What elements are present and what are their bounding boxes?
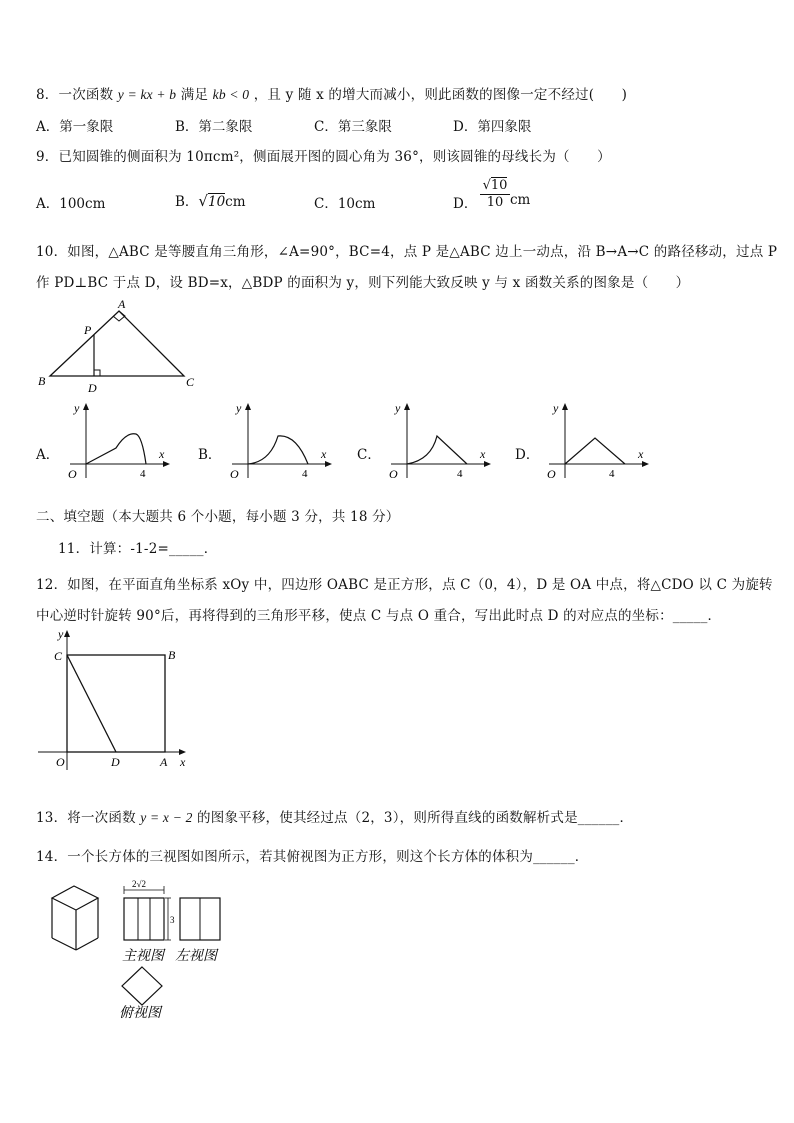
svg-text:y: y [236, 401, 242, 415]
q8-option-c[interactable]: C．第三象限 [314, 119, 392, 135]
svg-text:4: 4 [140, 468, 146, 480]
q9-option-d-unit: cm [510, 192, 531, 208]
q10-triangle-figure [34, 296, 204, 396]
svg-text:y: y [74, 401, 80, 415]
curve-c [407, 436, 467, 464]
svg-text:x: x [159, 447, 165, 461]
q9-option-b-unit: cm [225, 194, 246, 210]
q13-text-post: 的图象平移，使其经过点（2，3），则所得直线的函数解析式是______． [197, 810, 634, 826]
q14-three-views-figure [46, 876, 236, 1024]
segment-cd [67, 655, 116, 752]
label-p: P [84, 323, 92, 337]
svg-text:4: 4 [609, 468, 615, 480]
curve-a [86, 434, 146, 464]
question-10-line1: 10．如图，△ABC 是等腰直角三角形，∠A=90°，BC=4，点 P 是△ABC 边上一动点，沿 B→A→C 的路径移动，过点 P [36, 244, 778, 260]
q10-option-b[interactable]: B． [198, 447, 222, 463]
svg-text:B: B [168, 648, 176, 662]
top-view-label: 俯视图 [119, 1006, 161, 1021]
top-view [122, 967, 162, 1005]
q10-graph-d[interactable] [539, 400, 659, 488]
q9-d-numerator: 10 [490, 178, 508, 193]
label-d: D [88, 381, 97, 395]
q13-text-pre: 13．将一次函数 [36, 810, 136, 826]
q10-graph-c[interactable] [381, 400, 501, 488]
square-oabc [67, 655, 165, 752]
svg-text:O: O [230, 467, 239, 481]
question-8 [36, 83, 627, 103]
left-view-label: 左视图 [175, 949, 217, 964]
svg-text:x: x [480, 447, 486, 461]
triangle-abc [50, 311, 184, 376]
sqrt-sign-icon: √ [482, 178, 491, 193]
svg-text:O: O [68, 467, 77, 481]
right-angle-mark-d [94, 370, 100, 376]
q9-option-b[interactable] [175, 190, 246, 210]
q13-formula: y = x − 2 [140, 810, 193, 825]
section-title-fill-in: 二、填空题（本大题共 6 个小题，每小题 3 分，共 18 分） [36, 509, 400, 525]
label-a: A [118, 297, 126, 311]
q10-graph-b[interactable] [222, 400, 342, 488]
q10-graph-a[interactable] [60, 400, 180, 488]
q12-coordinate-figure [30, 624, 200, 774]
dimension-top: 2√2 [132, 879, 146, 889]
svg-text:4: 4 [302, 468, 308, 480]
svg-text:A: A [160, 755, 168, 769]
q8-option-a[interactable]: A．第一象限 [36, 119, 114, 135]
svg-text:y: y [395, 401, 401, 415]
svg-text:O: O [56, 755, 65, 769]
q8-option-b[interactable]: B．第二象限 [175, 119, 253, 135]
front-view-label: 主视图 [122, 949, 164, 964]
question-14: 14．一个长方体的三视图如图所示，若其俯视图为正方形，则这个长方体的体积为______． [36, 849, 589, 865]
q9-option-d[interactable] [453, 192, 477, 212]
q9-option-a[interactable]: A．100cm [36, 196, 106, 212]
q10-option-d[interactable]: D． [515, 447, 540, 463]
curve-d [565, 438, 625, 464]
q9-d-denominator: 10 [486, 195, 504, 210]
q8-text-pre: 8．一次函数 [36, 87, 114, 103]
question-11: 11．计算：-1-2=_____． [58, 541, 218, 557]
front-view [124, 898, 164, 940]
curve-b [248, 436, 308, 464]
q8-text-mid: 满足 [180, 87, 209, 103]
q8-text-post: ，且 y 随 x 的增大而减小，则此函数的图像一定不经过( ) [253, 87, 628, 103]
svg-text:x: x [321, 447, 327, 461]
q8-formula: y = kx + b [117, 87, 177, 102]
cuboid-sketch [52, 886, 98, 950]
label-c: C [186, 375, 195, 389]
svg-text:O: O [389, 467, 398, 481]
svg-text:D: D [111, 755, 120, 769]
svg-text:x: x [180, 755, 186, 769]
svg-text:C: C [54, 649, 63, 663]
svg-text:x: x [638, 447, 644, 461]
q8-condition: kb < 0 [212, 87, 250, 102]
dimension-side: 3 [170, 915, 175, 925]
svg-text:y: y [58, 627, 64, 641]
q10-option-a[interactable]: A． [36, 447, 60, 463]
question-10-line2: 作 PD⊥BC 于点 D，设 BD=x，△BDP 的面积为 y，则下列能大致反映 y 与 x 函数关系的图象是（ ） [36, 275, 690, 291]
q9-option-d-fraction [480, 178, 510, 210]
q9-option-c[interactable]: C．10cm [314, 196, 376, 212]
question-12-line1: 12．如图，在平面直角坐标系 xOy 中，四边形 OABC 是正方形，点 C（0，4），D 是 OA 中点，将△CDO 以 C 为旋转 [36, 577, 773, 593]
svg-text:4: 4 [457, 468, 463, 480]
question-13 [36, 806, 633, 826]
q9-option-d-label: D． [453, 196, 478, 212]
svg-text:O: O [547, 467, 556, 481]
label-b: B [38, 374, 46, 388]
svg-text:y: y [553, 401, 559, 415]
sqrt-sign-icon: √ [198, 192, 208, 210]
q8-option-d[interactable]: D．第四象限 [453, 119, 532, 135]
q9-option-b-label: B． [175, 194, 199, 210]
q9-option-b-radicand: 10 [207, 194, 226, 210]
q10-option-c[interactable]: C． [357, 447, 381, 463]
question-12-line2: 中心逆时针旋转 90°后，再将得到的三角形平移，使点 C 与点 O 重合，写出此时点 D 的对应点的坐标：_____． [36, 608, 722, 624]
question-9: 9．已知圆锥的侧面积为 10πcm²，侧面展开图的圆心角为 36°，则该圆锥的母线长为（ ） [36, 149, 611, 165]
